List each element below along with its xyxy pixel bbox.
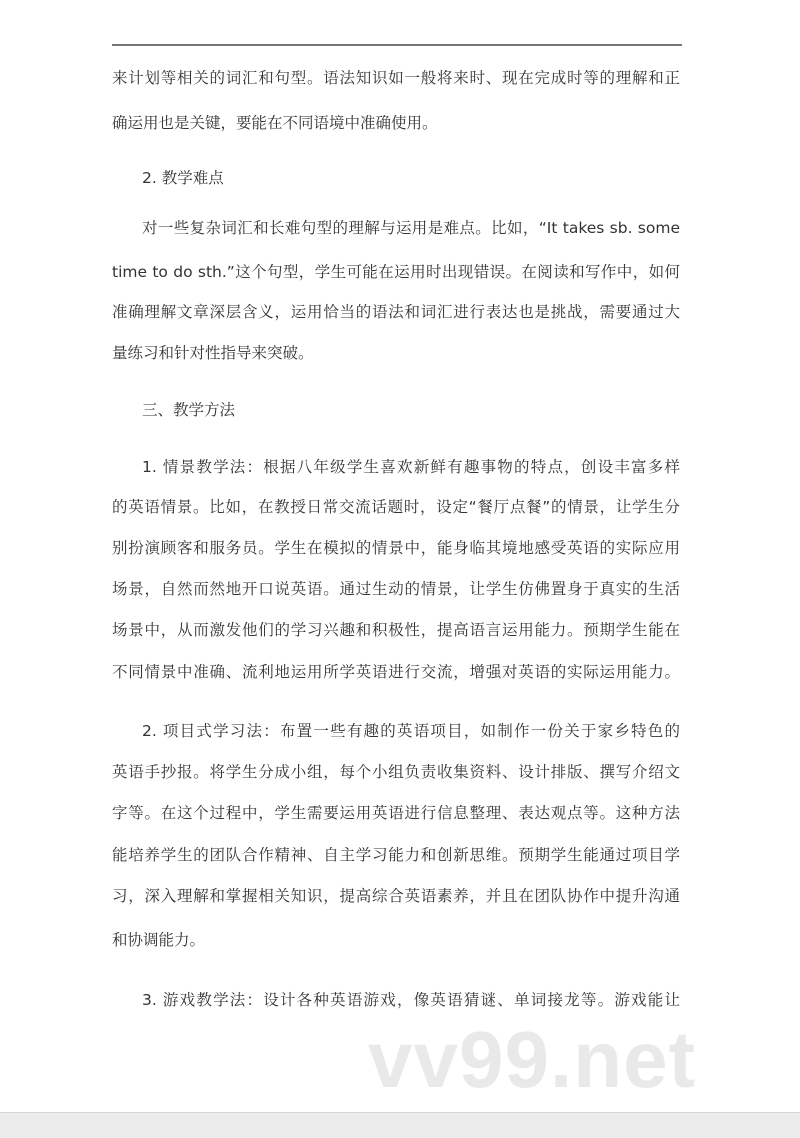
paragraph-line: 字等。在这个过程中，学生需要运用英语进行信息整理、表达观点等。这种方法 xyxy=(112,804,680,822)
paragraph-line: 量练习和针对性指导来突破。 xyxy=(112,344,314,362)
watermark: vv99.net xyxy=(368,1015,697,1104)
paragraph-line: 确运用也是关键，要能在不同语境中准确使用。 xyxy=(112,114,438,132)
paragraph-line: 和协调能力。 xyxy=(112,931,206,949)
paragraph-line: 的英语情景。比如，在教授日常交流话题时，设定“餐厅点餐”的情景，让学生分 xyxy=(112,498,680,516)
paragraph-line: 准确理解文章深层含义，运用恰当的语法和词汇进行表达也是挑战，需要通过大 xyxy=(112,303,680,321)
paragraph-line: 场景，自然而然地开口说英语。通过生动的情景，让学生仿佛置身于真实的生活 xyxy=(112,580,680,598)
paragraph-line: 来计划等相关的词汇和句型。语法知识如一般将来时、现在完成时等的理解和正 xyxy=(112,69,680,87)
section-heading: 2. 教学难点 xyxy=(142,169,224,187)
paragraph-line: time to do sth.”这个句型，学生可能在运用时出现错误。在阅读和写作中，如何 xyxy=(112,263,680,281)
paragraph-line: 1. 情景教学法：根据八年级学生喜欢新鲜有趣事物的特点，创设丰富多样 xyxy=(142,458,680,476)
paragraph-line: 2. 项目式学习法：布置一些有趣的英语项目，如制作一份关于家乡特色的 xyxy=(142,722,680,740)
paragraph-line: 别扮演顾客和服务员。学生在模拟的情景中，能身临其境地感受英语的实际应用 xyxy=(112,539,680,557)
paragraph-line: 能培养学生的团队合作精神、自主学习能力和创新思维。预期学生能通过项目学 xyxy=(112,846,680,864)
paragraph-line: 习，深入理解和掌握相关知识，提高综合英语素养，并且在团队协作中提升沟通 xyxy=(112,887,680,905)
paragraph-line: 不同情景中准确、流利地运用所学英语进行交流，增强对英语的实际运用能力。 xyxy=(112,663,680,681)
header-rule xyxy=(112,44,682,46)
paragraph-line: 场景中，从而激发他们的学习兴趣和积极性，提高语言运用能力。预期学生能在 xyxy=(112,621,680,639)
paragraph-line: 对一些复杂词汇和长难句型的理解与运用是难点。比如，“It takes sb. some xyxy=(142,219,680,237)
paragraph-line: 3. 游戏教学法：设计各种英语游戏，像英语猜谜、单词接龙等。游戏能让 xyxy=(142,991,680,1009)
page-bottom-bar xyxy=(0,1112,800,1138)
paragraph-line: 英语手抄报。将学生分成小组，每个小组负责收集资料、设计排版、撰写介绍文 xyxy=(112,763,680,781)
section-heading: 三、教学方法 xyxy=(142,401,236,419)
